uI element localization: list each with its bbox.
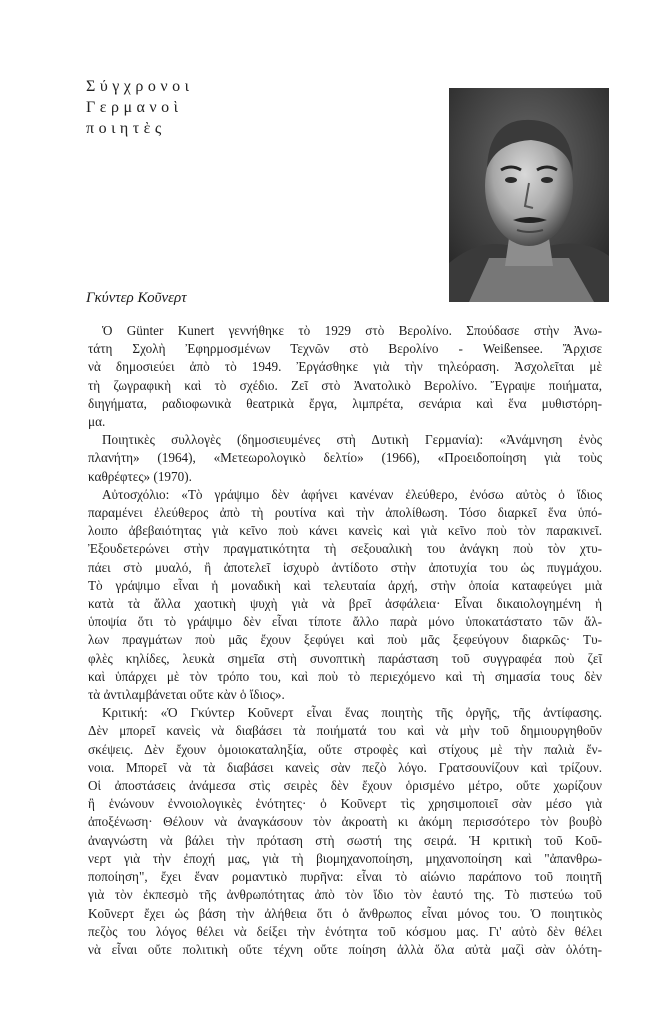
text-line: τὴ ζωγραφικὴ καὶ τὸ σχέδιο. Ζεῖ στὸ Ἀνατολικὸ Βερολίνο. Ἔγραψε ποιήματα, xyxy=(88,377,602,393)
text-line: πάει στὸ μυαλό, ἢ ἀποτελεῖ ἰσχυρὸ ἀντίδοτο στὴν ἀποτυχία του ὡς πυγμάχου. xyxy=(88,559,602,575)
text-line: Κριτική: «Ὁ Γκύντερ Κοῦνερτ εἶναι ἕνας ποιητὴς τῆς ὀργῆς, τῆς ἀντίφασης. xyxy=(102,705,602,721)
text-line: ἢ ἑνώνουν ἐννοιολογικὲς ἑνότητες· ὁ Κοῦνερτ τὶς χρησιμοποιεῖ σὰν μέσο γιὰ xyxy=(88,796,602,812)
text-line: διηγήματα, ραδιοφωνικὰ θεατρικὰ ἔργα, λιμπρέτα, σενάρια καὶ ἕνα μυθιστόρη- xyxy=(88,395,602,411)
text-line: λοιπο ἀβεβαιότητας γιὰ κεῖνο ποὺ κάνει κανεὶς καὶ γιὰ κεῖνο ποὺ τὸν παρακινεῖ. xyxy=(88,523,602,539)
text-line: Δὲν μπορεῖ κανεὶς νὰ διαβάσει τὰ ποιήματά του καὶ νὰ μὴν τοῦ δημιουργηθοῦν xyxy=(88,723,602,739)
poet-name: Γκύντερ Κοῦνερτ xyxy=(86,290,187,306)
paragraph-self-commentary xyxy=(88,486,602,704)
text-line: κατὰ τὰ ἄλλα χαοτικὴ ψυχὴ γιὰ νὰ βρεῖ ἀσφάλεια· Εἶναι δικαιολογημένη ἡ xyxy=(88,596,602,612)
text-line: Τὸ γράψιμο εἶναι ἡ μοναδικὴ καὶ τελευταία ἀρχή, στὴν ὁποία καταφεύγει μιὰ xyxy=(88,577,602,593)
text-line: γιὰ τὸν ἐκπεσμὸ τῆς ἀνθρωπότητας ἀπὸ τὸν ἴδιο τὸν ἑαυτό της. Τὸ πιστεύω τοῦ xyxy=(88,887,602,903)
text-line: νὰ δημοσιεύει ἀπὸ τὸ 1949. Ἐργάσθηκε γιὰ τὴν τηλεόραση. Ἀσχολεῖται μὲ xyxy=(88,359,602,375)
series-title-line: ποιητὲς xyxy=(86,120,166,137)
text-line: Ὁ Günter Kunert γεννήθηκε τὸ 1929 στὸ Βερολίνο. Σπούδασε στὴν Ἀνω- xyxy=(102,323,602,338)
text-line: νοια. Μπορεῖ νὰ τὰ διαβάσει κανεὶς σὰν πεζὸ λόγο. Γρατσουνίζουν καὶ τρίζουν. xyxy=(88,759,602,775)
text-line: μα. xyxy=(88,414,106,430)
text-line: ὑποψία ὅτι τὸ γράψιμο δὲν εἶναι τίποτε ἄλλο παρὰ μόνο ὑποκατάστατο τῶν ἄλ- xyxy=(88,614,602,630)
series-title-line: Γερμανοὶ xyxy=(86,99,183,116)
text-line: καθρέφτες» (1970). xyxy=(88,468,192,484)
text-line: ἀποξένωση· Θέλουν νὰ ἀναγκάσουν τὸν ἀκροατὴ κι ἀκόμη περισσότερο τὸν βουβὸ xyxy=(88,814,602,830)
series-title-line: Σύγχρονοι xyxy=(86,78,194,95)
text-line: παραμένει ἐλεύθερος ἀπὸ τὴ ρουτίνα καὶ τὴν ἀπολίθωση. Τόσο διαρκεῖ ἕνα ὑπό- xyxy=(88,505,602,521)
text-line: Κοῦνερτ ἔχει ὡς βάση τὴν ἀλήθεια ὅτι ὁ ἄνθρωπος εἶναι μόνος του. Ὁ ποιητικὸς xyxy=(88,905,602,921)
paragraph-criticism xyxy=(88,704,602,959)
text-line: πεζὸς του λόγος θέλει νὰ δείξει τὴν ἑνότητα τοῦ κόσμου μας. Γι' αὐτὸ δὲν θέλει xyxy=(88,923,602,939)
text-line: τάτη Σχολὴ Ἐφηρμοσμένων Τεχνῶν στὸ Βερολίνο - Weißensee. Ἄρχισε xyxy=(88,341,602,357)
text-line: Αὐτοσχόλιο: «Τὸ γράψιμο δὲν ἀφήνει κανέναν ἐλεύθερο, ἐνόσω αὐτὸς ὁ ἴδιος xyxy=(102,486,602,502)
text-line: φλὲς κηλίδες, λευκὰ σημεῖα στὴ συνοπτικὴ παράσταση τοῦ συγγραφέα ποὺ ζεῖ xyxy=(88,650,602,666)
biography-text xyxy=(88,322,602,959)
text-line: Ποιητικὲς συλλογὲς (δημοσιευμένες στὴ Δυτικὴ Γερμανία): «Ἀνάμνηση ἑνὸς xyxy=(102,432,602,448)
text-line: σκέψεις. Δὲν ἔχουν ὁμοιοκαταληξία, οὔτε στροφὲς καὶ στίχους μὲ τὴν παλιὰ ἔν- xyxy=(88,741,602,757)
text-line: τὰ ἀντιλαμβάνεται οὔτε κὰν ὁ ἴδιος». xyxy=(88,687,285,703)
paragraph-biography xyxy=(88,322,602,431)
text-line: πλανήτη» (1964), «Μετεωρολογικὸ δελτίο» (1966), «Προειδοποίηση γιὰ τοὺς xyxy=(88,450,602,466)
text-line: λων πραγμάτων ποὺ μᾶς ἔχουν ξεφύγει καὶ ποὺ μᾶς ξεφεύγουν διαρκῶς· Τυ- xyxy=(88,632,602,648)
text-line: Οἱ ἀποστάσεις ἀνάμεσα στὶς σειρὲς δὲν ἔχουν ὁρισμένο μέτρο, οὔτε χωρίζουν xyxy=(88,778,602,794)
text-line: καὶ ὑπάρχει μὲ τὸν τρόπο του, καὶ ποὺ τὸ περιεχόμενο καὶ τὴ σημασία τους δὲν xyxy=(88,668,602,684)
text-line: νὰ εἶναι οὔτε πολιτικὴ οὔτε τέχνη οὔτε ποίηση ἀλλὰ ὅλα αὐτὰ μαζὶ σὰν ὁλότη- xyxy=(88,941,602,957)
text-line: ἀναγνώστη νὰ βάλει τὴν πρόταση στὴ σωστή της σειρά. Ἡ κριτικὴ τοῦ Κοῦ- xyxy=(88,832,602,848)
text-line: νερτ γιὰ τὴν ἐποχή μας, γιὰ τὴ βιομηχανοποίηση, μηχανοποίηση καὶ "ἀπανθρω- xyxy=(88,850,602,866)
text-line: ποποίηση", ἔχει ἕναν ρομαντικὸ πυρῆνα: εἶναι τὸ αἰώνιο παράπονο τοῦ ποιητῆ xyxy=(88,869,602,885)
poet-portrait-photo xyxy=(449,88,609,302)
text-line: Ἐξουδετερώνει στὴν πραγματικότητα τὴ σεξουαλικὴ του ἀνάγκη ποὺ τὸν χτυ- xyxy=(88,541,602,557)
series-title xyxy=(86,76,193,139)
paragraph-collections xyxy=(88,431,602,486)
